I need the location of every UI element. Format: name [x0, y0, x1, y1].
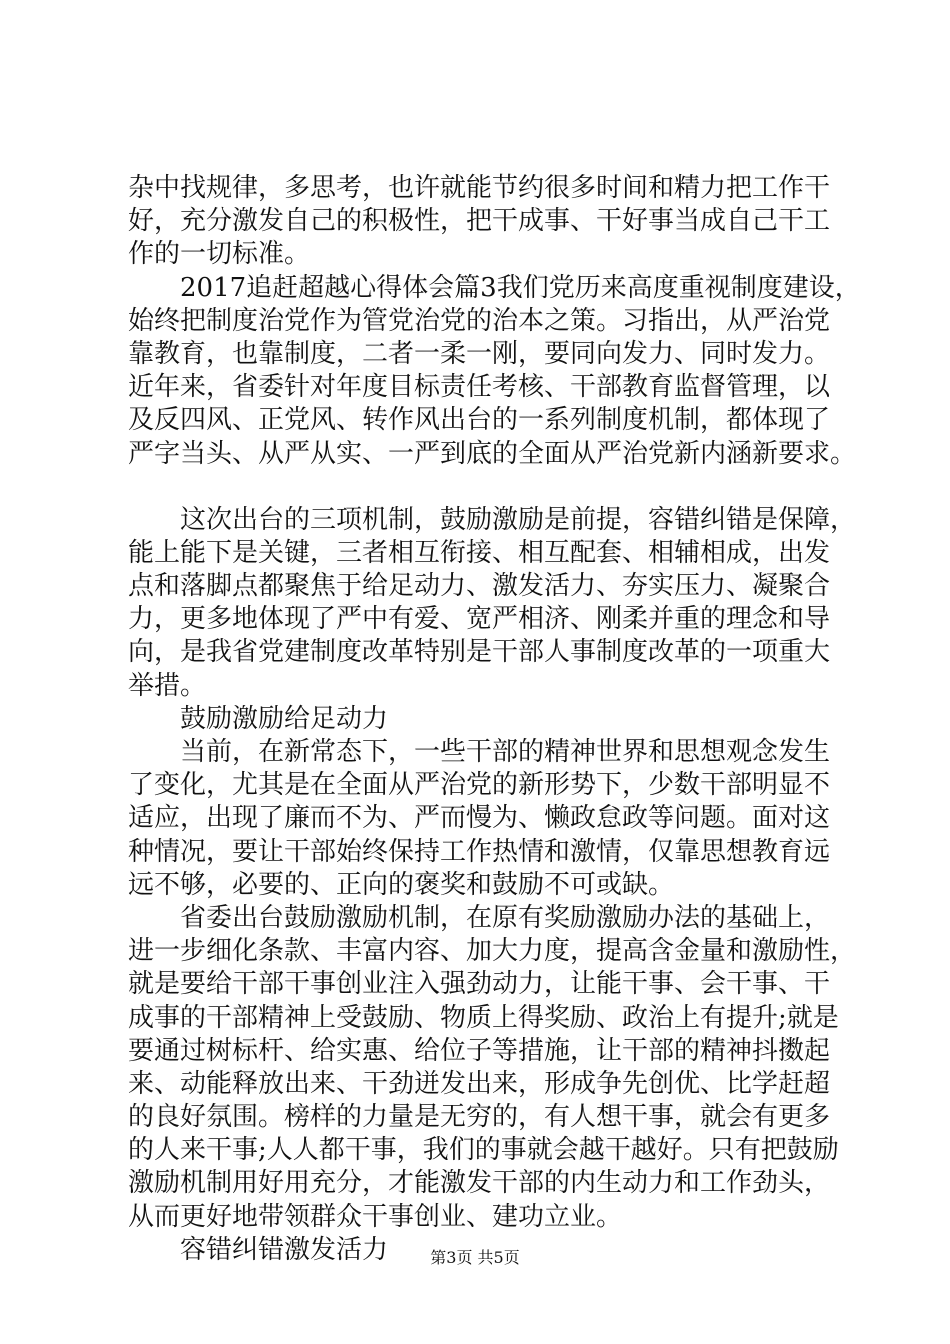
text-line: 当前，在新常态下，一些干部的精神世界和思想观念发生 — [180, 737, 831, 767]
section-heading-encouragement: 鼓励激励给足动力 — [180, 703, 389, 734]
text-line: 2017追赶超越心得体会篇3我们党历来高度重视制度建设， — [180, 272, 861, 303]
text-line: 点和落脚点都聚焦于给足动力、激发活力、夯实压力、凝聚合 — [128, 571, 831, 602]
paragraph-current-situation — [128, 736, 848, 902]
text-line: 进一步细化条款、丰富内容、加大力度，提高含金量和激励性， — [128, 936, 857, 967]
paragraph-incentive-mechanism — [128, 902, 857, 1234]
text-line: 种情况，要让干部始终保持工作热情和激情，仅靠思想教育远 — [128, 836, 831, 867]
text-line: 就是要给干部干事创业注入强劲动力，让能干事、会干事、干 — [128, 969, 831, 1000]
text-line: 始终把制度治党作为管党治党的治本之策。习指出，从严治党 — [128, 305, 831, 336]
text-line: 来、动能释放出来、干劲迸发出来，形成争先创优、比学赶超 — [128, 1068, 831, 1099]
text-line: 好，充分激发自己的积极性，把干成事、干好事当成自己干工 — [128, 206, 831, 237]
text-line: 及反四风、正党风、转作风出台的一系列制度机制，都体现了 — [128, 405, 831, 436]
text-line: 了变化，尤其是在全面从严治党的新形势下，少数干部明显不 — [128, 770, 831, 801]
text-line: 近年来，省委针对年度目标责任考核、干部教育监督管理，以 — [128, 372, 831, 403]
text-line: 力，更多地体现了严中有爱、宽严相济、刚柔并重的理念和导 — [128, 604, 831, 635]
paragraph-article-intro — [128, 272, 861, 471]
paragraph-gap — [128, 471, 848, 504]
text-line: 严字当头、从严从实、一严到底的全面从严治党新内涵新要求。 — [128, 438, 857, 469]
text-line: 的良好氛围。榜样的力量是无穷的，有人想干事，就会有更多 — [128, 1102, 831, 1133]
page-footer: 第3页 共5页 — [430, 1248, 520, 1267]
document-body — [128, 172, 861, 1267]
paragraph-three-mechanisms — [128, 504, 857, 703]
text-line: 靠教育，也靠制度，二者一柔一刚，要同向发力、同时发力。 — [128, 338, 831, 369]
text-line: 杂中找规律，多思考，也许就能节约很多时间和精力把工作干 — [128, 173, 831, 203]
text-line: 远不够，必要的、正向的褒奖和鼓励不可或缺。 — [128, 869, 675, 900]
section-heading-error-tolerance: 容错纠错激发活力 — [180, 1234, 389, 1265]
text-line: 这次出台的三项机制，鼓励激励是前提，容错纠错是保障， — [180, 504, 857, 535]
text-line: 激励机制用好用充分，才能激发干部的内生动力和工作劲头， — [128, 1168, 831, 1199]
text-line: 举措。 — [128, 670, 207, 701]
text-line: 的人来干事;人人都干事，我们的事就会越干越好。只有把鼓励 — [128, 1135, 839, 1166]
text-line: 能上能下是关键，三者相互衔接、相互配套、相辅相成，出发 — [128, 537, 831, 568]
text-line: 成事的干部精神上受鼓励、物质上得奖励、政治上有提升;就是 — [128, 1002, 839, 1033]
text-line: 省委出台鼓励激励机制，在原有奖励激励办法的基础上， — [180, 902, 831, 933]
text-line: 从而更好地带领群众干事创业、建功立业。 — [128, 1201, 623, 1232]
text-line: 向，是我省党建制度改革特别是干部人事制度改革的一项重大 — [128, 637, 831, 668]
paragraph-continuation — [128, 172, 848, 272]
text-line: 作的一切标准。 — [128, 239, 311, 270]
text-line: 要通过树标杆、给实惠、给位子等措施，让干部的精神抖擞起 — [128, 1035, 831, 1066]
text-line: 适应，出现了廉而不为、严而慢为、懒政怠政等问题。面对这 — [128, 803, 831, 834]
